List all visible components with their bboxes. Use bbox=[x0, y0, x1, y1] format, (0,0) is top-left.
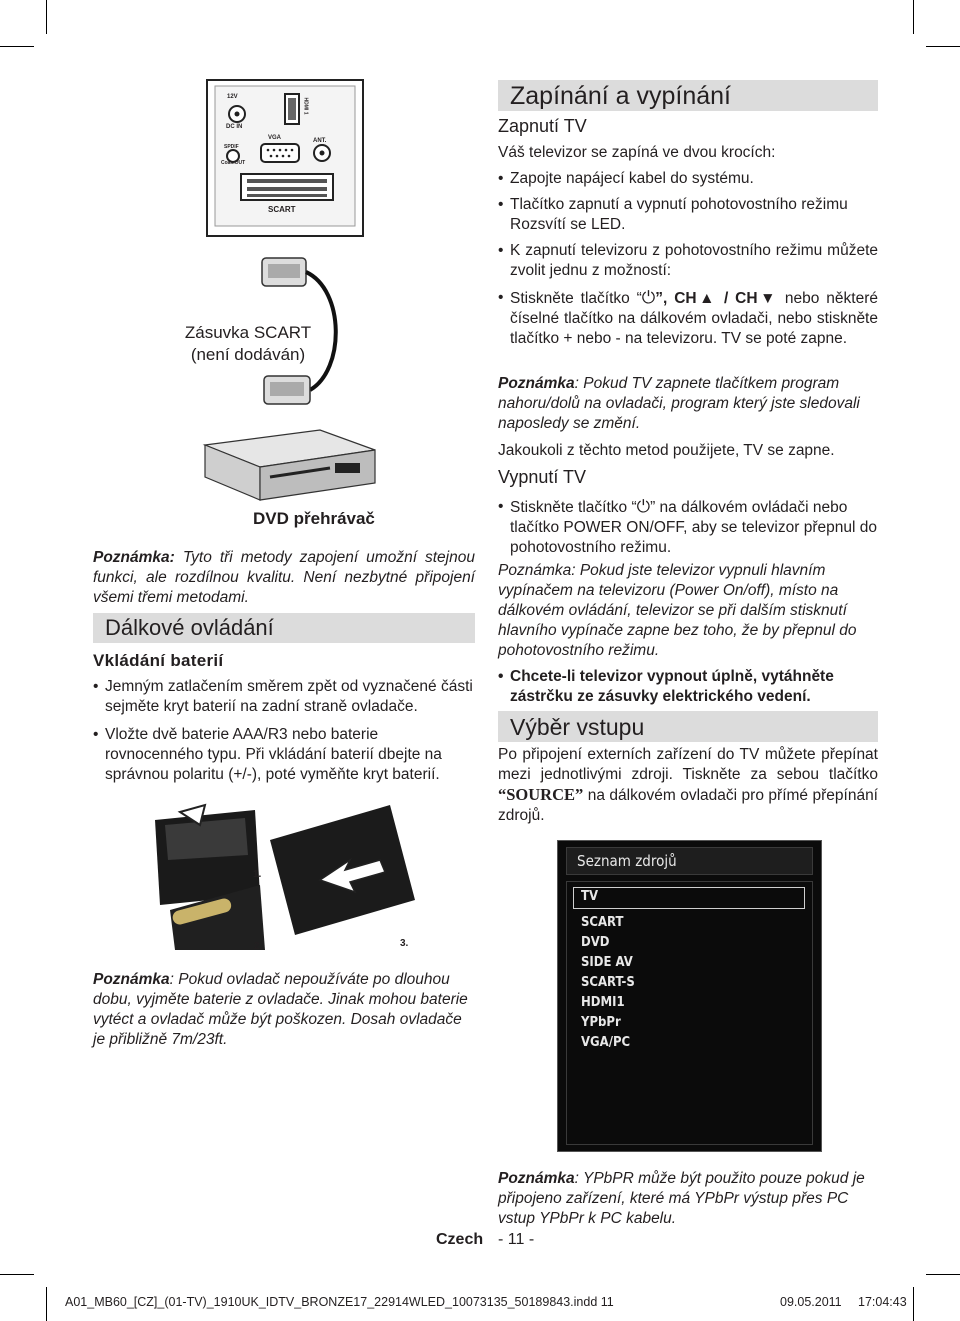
power-on-step-1: • Zapojte napájecí kabel do systému. bbox=[498, 169, 878, 189]
source-menu-title: Seznam zdrojů bbox=[577, 852, 677, 870]
scart-caption bbox=[183, 322, 313, 366]
power-icon: ⏻ bbox=[641, 288, 656, 307]
power-on-option-press bbox=[498, 288, 878, 349]
source-item-scart[interactable]: SCART bbox=[581, 915, 624, 930]
hdmi1-label: HDMI 1 bbox=[302, 97, 309, 115]
dvd-caption: DVD přehrávač bbox=[253, 509, 375, 528]
note-text: : YPbPR může být použito pouze pokud je připojeno zařízení, které má YPbPr výstup přes PC vstup YPbPr k PC kabelu. bbox=[498, 1170, 865, 1227]
slug-time: 17:04:43 bbox=[858, 1295, 907, 1309]
crop-mark bbox=[46, 1287, 47, 1321]
note-ypbpr bbox=[498, 1169, 880, 1229]
battery-step-2: • Vložte dvě baterie AAA/R3 nebo baterie rovnocenného typu. Při vkládání baterií dbejte na správnou polaritu (+/-), poté vyměňte kryt baterií. bbox=[93, 725, 475, 785]
triangle-up-icon: ▲ bbox=[696, 290, 718, 307]
source-item-dvd[interactable]: DVD bbox=[581, 935, 610, 950]
power-on-step-3: • K zapnutí televizoru z pohotovostního režimu můžete zvolit jednu z možností: bbox=[498, 241, 878, 281]
off-text-end: ” na dálkovém ovládači nebo tlačítko POWER ON/OFF, aby se televizor přepnul do pohotovostního režimu. bbox=[510, 499, 877, 556]
connector-panel-illustration bbox=[205, 78, 365, 238]
subtitle-power-off: Vypnutí TV bbox=[498, 467, 587, 487]
subtitle-batteries: Vkládání baterií bbox=[93, 651, 224, 670]
step-label-3: 3. bbox=[400, 938, 409, 949]
note-label: Poznámka: bbox=[93, 549, 175, 566]
power-on-step-2: • Tlačítko zapnutí a vypnutí pohotovostního režimu Rozsvítí se LED. bbox=[498, 195, 878, 235]
input-selection-text bbox=[498, 745, 878, 826]
note-main-switch: Poznámka: Pokud jste televizor vypnuli hlavním vypínačem na televizoru (Power On/off), místo na dálkovém ovládání, televizor se při dalším stisknutí hlavního vypínače zapne bez toho, že by přepnul do pohotovostního režimu. bbox=[498, 562, 857, 659]
footer-language: Czech bbox=[436, 1231, 484, 1248]
crop-mark bbox=[913, 0, 914, 34]
source-button-name: “SOURCE” bbox=[498, 785, 584, 804]
crop-mark bbox=[0, 46, 34, 47]
source-menu-header bbox=[566, 847, 813, 875]
power-icon: ⏻ bbox=[636, 497, 651, 516]
slug-date: 09.05.2011 bbox=[780, 1295, 842, 1309]
source-item-ypbpr[interactable]: YPbPr bbox=[581, 1015, 621, 1030]
ant-label: ANT. bbox=[313, 138, 327, 144]
any-method-text: Jakoukoli z těchto metod použijete, TV se zapne. bbox=[498, 442, 835, 459]
section-title-input: Výběr vstupu bbox=[510, 714, 645, 740]
power-off-steps bbox=[498, 497, 878, 558]
scart-caption-line1: Zásuvka SCART bbox=[184, 323, 312, 342]
crop-mark bbox=[926, 46, 960, 47]
section-bar-input bbox=[498, 711, 878, 742]
scart-caption-line2: (není dodáván) bbox=[190, 345, 306, 364]
source-item-selected-highlight bbox=[573, 887, 805, 909]
unplug-step: • Chcete-li televizor vypnout úplně, vytáhněte zástrčku ze zásuvky elektrického vedení. bbox=[498, 667, 878, 707]
option-text-ch: ”, CH bbox=[655, 290, 697, 307]
note-label: Poznámka bbox=[93, 971, 170, 988]
spdif-label: SPDIF bbox=[224, 144, 239, 150]
note-label: Poznámka bbox=[498, 375, 575, 392]
section-bar-remote bbox=[93, 613, 475, 643]
section-title-power: Zapínání a vypínání bbox=[510, 82, 731, 110]
vga-label: VGA bbox=[268, 135, 282, 141]
source-item-side-av[interactable]: SIDE AV bbox=[581, 955, 633, 970]
note-remote-batteries bbox=[93, 970, 477, 1050]
power-off-step bbox=[498, 497, 878, 558]
note-text: : Pokud ovladač nepoužíváte po dlouhou dobu, vyjměte baterie z ovladače. Jinak mohou baterie vytéct a ovladač může být poškozen. Dosah ovladače je přibližně 7m/23ft. bbox=[93, 971, 468, 1048]
file-slug: A01_MB60_[CZ]_(01-TV)_1910UK_IDTV_BRONZE17_22914WLED_10073135_50189843.indd 11 bbox=[65, 1295, 614, 1309]
crop-mark bbox=[926, 1274, 960, 1275]
source-item-tv[interactable]: TV bbox=[581, 889, 599, 904]
source-list-menu bbox=[557, 840, 822, 1152]
input-text-end: na dálkovém ovladači pro přímé přepínání zdrojů. bbox=[498, 787, 878, 824]
option-text-end: nebo některé číselné tlačítko na dálkovém ovladači, nebo stiskněte tlačítko + nebo - na televizoru. TV se poté zapne. bbox=[510, 290, 878, 347]
dc-12v-label: 12V bbox=[227, 94, 238, 100]
note-text: Tyto tři metody zapojení umožní stejnou funkci, ale rozdílnou kvalitu. Není nezbytné připojení všemi třemi metodami. bbox=[93, 549, 475, 606]
step-label-1: 1. bbox=[253, 869, 262, 880]
source-item-scart-s[interactable]: SCART-S bbox=[581, 975, 635, 990]
step-label-2: 2. bbox=[254, 941, 263, 952]
section-bar-power bbox=[498, 80, 878, 111]
scart-label: SCART bbox=[268, 205, 296, 214]
off-text-start: Stiskněte tlačítko “ bbox=[510, 499, 637, 516]
coax-out-label: Coax.OUT bbox=[221, 160, 246, 166]
triangle-down-icon: ▼ bbox=[757, 290, 779, 307]
unplug-instruction bbox=[498, 667, 878, 707]
crop-mark bbox=[46, 0, 47, 34]
remote-battery-photo bbox=[150, 800, 420, 955]
dvd-player-illustration bbox=[200, 405, 380, 505]
option-text-start: Stiskněte tlačítko “ bbox=[510, 290, 642, 307]
crop-mark bbox=[0, 1274, 34, 1275]
battery-step-1: • Jemným zatlačením směrem zpět od vyznačené části sejměte kryt baterií na zadní straně ovladače. bbox=[93, 677, 475, 717]
power-on-steps bbox=[498, 169, 878, 281]
crop-mark bbox=[913, 1287, 914, 1321]
page-number: - 11 - bbox=[498, 1231, 535, 1248]
note-connection-methods bbox=[93, 548, 475, 608]
input-text-start: Po připojení externích zařízení do TV můžete přepínat mezi jednotlivými zdroji. Tiskněte za sebou tlačítko bbox=[498, 746, 878, 783]
power-on-intro: Váš televizor se zapíná ve dvou krocích: bbox=[498, 144, 776, 161]
source-item-hdmi1[interactable]: HDMI1 bbox=[581, 995, 625, 1010]
battery-instructions bbox=[93, 677, 475, 785]
source-menu-list bbox=[566, 881, 813, 1145]
note-program-updown bbox=[498, 374, 878, 434]
source-item-vga-pc[interactable]: VGA/PC bbox=[581, 1035, 631, 1050]
option-text-ch-down: / CH bbox=[717, 290, 758, 307]
note-text: : Pokud TV zapnete tlačítkem program nahoru/dolů na ovladači, program který jste sledovali naposledy se změní. bbox=[498, 375, 860, 432]
section-title-remote: Dálkové ovládání bbox=[105, 615, 274, 640]
dc-in-label: DC IN bbox=[226, 124, 243, 130]
subtitle-power-on: Zapnutí TV bbox=[498, 116, 587, 136]
power-on-options bbox=[498, 288, 878, 349]
note-label: Poznámka bbox=[498, 1170, 575, 1187]
